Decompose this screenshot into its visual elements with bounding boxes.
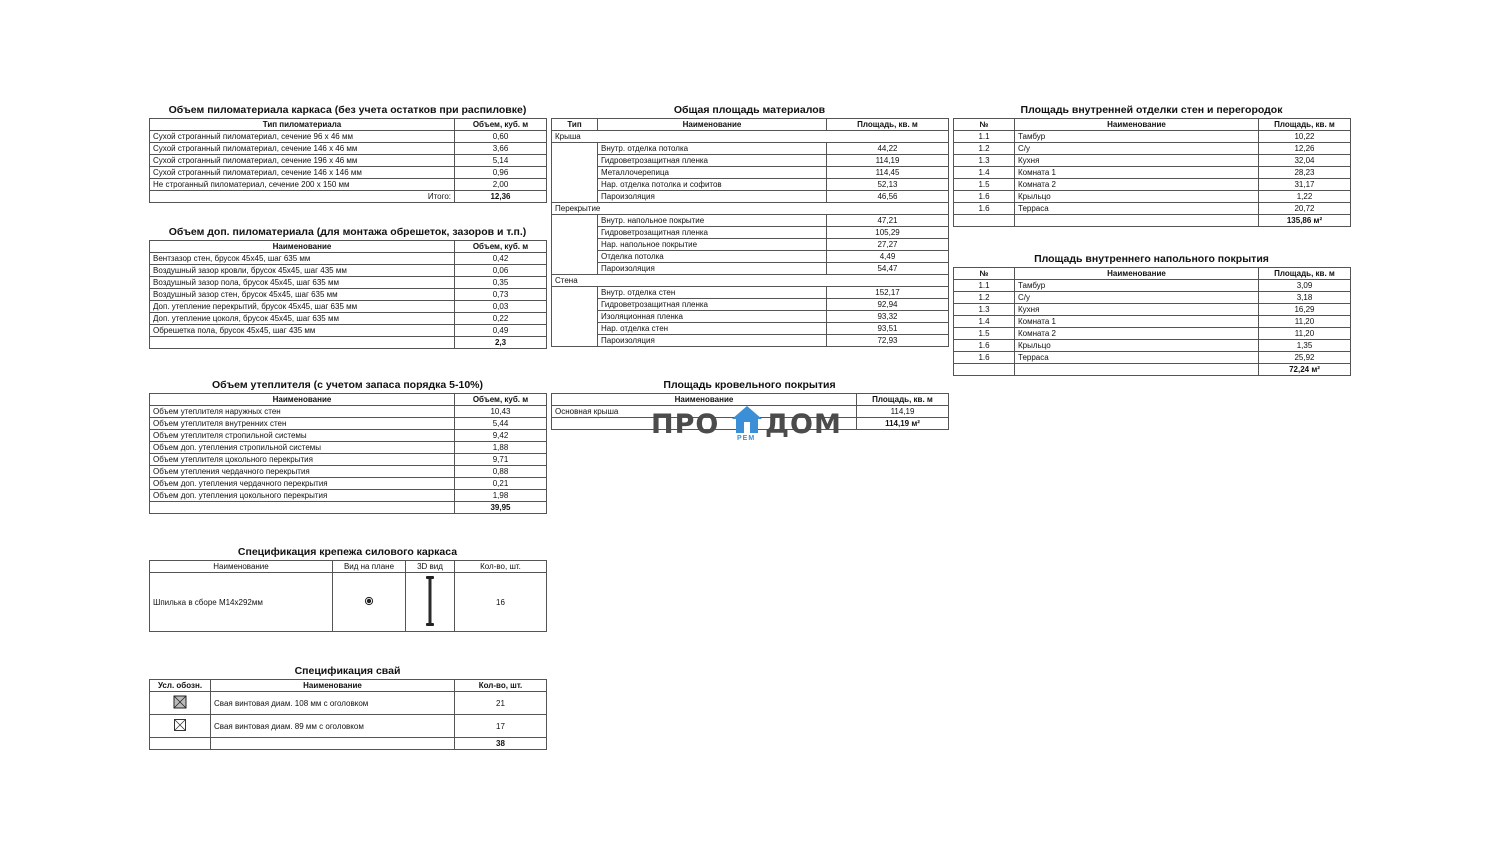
floors-section	[953, 253, 1350, 376]
insulation-table	[149, 393, 547, 514]
column-header: 3D вид	[406, 561, 455, 573]
table-row	[954, 167, 1351, 179]
table-row	[150, 573, 547, 632]
row-number: 1.6	[954, 340, 1015, 352]
table-row	[150, 715, 547, 738]
row-name: Свая винтовая диам. 108 мм с оголовком	[211, 692, 455, 715]
total-label	[150, 337, 455, 349]
row-name: Комната 1	[1015, 316, 1259, 328]
insulation-section	[149, 379, 546, 514]
materials-section	[551, 104, 948, 347]
row-name: Терраса	[1015, 203, 1259, 215]
table-row	[150, 277, 547, 289]
column-header: №	[954, 119, 1015, 131]
row-name: Пароизоляция	[598, 263, 827, 275]
row-value: 44,22	[827, 143, 949, 155]
table-row	[150, 179, 547, 191]
row-number: 1.4	[954, 316, 1015, 328]
column-header: Наименование	[1015, 268, 1259, 280]
row-qty: 17	[455, 715, 547, 738]
table-row	[552, 179, 949, 191]
row-value: 0,35	[455, 277, 547, 289]
row-value: 0,22	[455, 313, 547, 325]
total-label	[1015, 364, 1259, 376]
row-value: 3,66	[455, 143, 547, 155]
table-row	[150, 430, 547, 442]
row-value: 46,56	[827, 191, 949, 203]
row-value: 0,73	[455, 289, 547, 301]
table-row	[954, 131, 1351, 143]
total-value: 2,3	[455, 337, 547, 349]
group-row	[552, 275, 949, 287]
floors-title: Площадь внутреннего напольного покрытия	[1034, 253, 1269, 265]
table-row	[150, 167, 547, 179]
floors-table	[953, 267, 1351, 376]
total-label	[211, 738, 455, 750]
row-value: 114,45	[827, 167, 949, 179]
piles-section	[149, 665, 546, 750]
total-label: Итого:	[150, 191, 455, 203]
row-value: 0,60	[455, 131, 547, 143]
group-type: Крыша	[552, 131, 827, 143]
table-header-row	[150, 241, 547, 253]
total-label	[150, 502, 455, 514]
row-name: Комната 2	[1015, 179, 1259, 191]
lumber-section	[149, 104, 546, 203]
row-value: 105,29	[827, 227, 949, 239]
total-label	[954, 364, 1015, 376]
row-value: 114,19	[857, 406, 949, 418]
row-value: 32,04	[1259, 155, 1351, 167]
table-row	[954, 179, 1351, 191]
row-value: 10,43	[455, 406, 547, 418]
table-row	[150, 289, 547, 301]
row-name: Шпилька в сборе М14х292мм	[150, 573, 333, 632]
row-name: Доп. утепление перекрытий, брусок 45х45, шаг 635 мм	[150, 301, 455, 313]
group-row	[552, 203, 949, 215]
column-header: Кол-во, шт.	[455, 680, 547, 692]
row-name: С/у	[1015, 143, 1259, 155]
total-value: 38	[455, 738, 547, 750]
row-name: С/у	[1015, 292, 1259, 304]
row-value: 54,47	[827, 263, 949, 275]
table-row	[552, 323, 949, 335]
dot-icon	[333, 573, 406, 632]
row-name: Не строганный пиломатериал, сечение 200 х 150 мм	[150, 179, 455, 191]
row-name: Объем доп. утепления цокольного перекрытия	[150, 490, 455, 502]
group-cell	[552, 287, 598, 347]
extra-lumber-title: Объем доп. пиломатериала (для монтажа обрешеток, зазоров и т.п.)	[168, 226, 527, 238]
fasteners-table	[149, 560, 547, 632]
extra-lumber-section	[149, 226, 546, 349]
row-number: 1.1	[954, 131, 1015, 143]
table-row	[954, 328, 1351, 340]
row-name: Изоляционная пленка	[598, 311, 827, 323]
fasteners-section	[149, 546, 546, 632]
row-name: Объем доп. утепления стропильной системы	[150, 442, 455, 454]
row-name: Кухня	[1015, 304, 1259, 316]
total-row	[150, 337, 547, 349]
row-value: 25,92	[1259, 352, 1351, 364]
total-row	[150, 191, 547, 203]
table-row	[552, 239, 949, 251]
row-name: Гидроветрозащитная пленка	[598, 155, 827, 167]
group-type: Стена	[552, 275, 827, 287]
extra-lumber-table	[149, 240, 547, 349]
row-value: 5,44	[455, 418, 547, 430]
row-value: 27,27	[827, 239, 949, 251]
column-header: Усл. обозн.	[150, 680, 211, 692]
table-row	[150, 155, 547, 167]
walls-section	[953, 104, 1350, 227]
table-row	[954, 292, 1351, 304]
materials-table	[551, 118, 949, 347]
row-name: Нар. отделка потолка и софитов	[598, 179, 827, 191]
table-header-row	[150, 561, 547, 573]
group-spacer	[827, 275, 949, 287]
total-value: 135,86 м²	[1259, 215, 1351, 227]
row-name: Свая винтовая диам. 89 мм с оголовком	[211, 715, 455, 738]
table-row	[552, 155, 949, 167]
logo-text-right: ДОМ	[765, 409, 842, 440]
table-row	[954, 340, 1351, 352]
table-row	[150, 253, 547, 265]
row-value: 0,96	[455, 167, 547, 179]
row-value: 0,49	[455, 325, 547, 337]
walls-table	[953, 118, 1351, 227]
row-value: 92,94	[827, 299, 949, 311]
table-header-row	[150, 680, 547, 692]
group-type: Перекрытие	[552, 203, 827, 215]
row-value: 28,23	[1259, 167, 1351, 179]
column-header: Наименование	[598, 119, 827, 131]
row-value: 1,98	[455, 490, 547, 502]
column-header: Наименование	[150, 394, 455, 406]
table-header-row	[954, 119, 1351, 131]
table-row	[150, 442, 547, 454]
row-name: Внутр. отделка стен	[598, 287, 827, 299]
table-row	[150, 301, 547, 313]
row-number: 1.3	[954, 304, 1015, 316]
table-row	[150, 418, 547, 430]
table-row	[150, 313, 547, 325]
table-row	[954, 316, 1351, 328]
row-name: Внутр. напольное покрытие	[598, 215, 827, 227]
total-label	[1015, 215, 1259, 227]
row-name: Пароизоляция	[598, 335, 827, 347]
piles-table	[149, 679, 547, 750]
row-value: 0,21	[455, 478, 547, 490]
logo	[651, 405, 851, 447]
row-value: 2,00	[455, 179, 547, 191]
row-name: Сухой строганный пиломатериал, сечение 146 х 146 мм	[150, 167, 455, 179]
row-number: 1.6	[954, 352, 1015, 364]
row-name: Комната 1	[1015, 167, 1259, 179]
row-value: 16,29	[1259, 304, 1351, 316]
column-header: Наименование	[1015, 119, 1259, 131]
total-value: 72,24 м²	[1259, 364, 1351, 376]
row-name: Сухой строганный пиломатериал, сечение 96 х 46 мм	[150, 131, 455, 143]
group-cell	[552, 215, 598, 275]
row-name: Нар. отделка стен	[598, 323, 827, 335]
row-value: 5,14	[455, 155, 547, 167]
row-number: 1.2	[954, 292, 1015, 304]
column-header: Вид на плане	[333, 561, 406, 573]
table-header-row	[954, 268, 1351, 280]
table-row	[150, 490, 547, 502]
column-header: Площадь, кв. м	[1259, 268, 1351, 280]
row-name: Металлочерепица	[598, 167, 827, 179]
pile-108-icon	[150, 692, 211, 715]
row-value: 10,22	[1259, 131, 1351, 143]
column-header: Тип пиломатериала	[150, 119, 455, 131]
column-header: Тип	[552, 119, 598, 131]
row-name: Объем утеплителя наружных стен	[150, 406, 455, 418]
total-row	[954, 364, 1351, 376]
table-row	[954, 203, 1351, 215]
column-header: Объем, куб. м	[455, 241, 547, 253]
row-name: Внутр. отделка потолка	[598, 143, 827, 155]
roofing-title: Площадь кровельного покрытия	[663, 379, 836, 391]
row-name: Воздушный зазор стен, брусок 45х45, шаг 635 мм	[150, 289, 455, 301]
table-row	[552, 227, 949, 239]
row-number: 1.1	[954, 280, 1015, 292]
row-value: 1,35	[1259, 340, 1351, 352]
row-name: Пароизоляция	[598, 191, 827, 203]
house-icon	[731, 405, 763, 435]
total-value: 12,36	[455, 191, 547, 203]
group-spacer	[827, 203, 949, 215]
row-name: Доп. утепление цоколя, брусок 45х45, шаг 635 мм	[150, 313, 455, 325]
row-number: 1.2	[954, 143, 1015, 155]
column-header: Кол-во, шт.	[455, 561, 547, 573]
table-header-row	[150, 394, 547, 406]
table-row	[150, 454, 547, 466]
row-name: Крыльцо	[1015, 340, 1259, 352]
row-name: Крыльцо	[1015, 191, 1259, 203]
row-name: Терраса	[1015, 352, 1259, 364]
row-value: 12,26	[1259, 143, 1351, 155]
piles-title: Спецификация свай	[294, 665, 401, 677]
total-value: 39,95	[455, 502, 547, 514]
logo-subtext: РЕМ	[737, 435, 756, 442]
column-header: Наименование	[211, 680, 455, 692]
table-row	[954, 143, 1351, 155]
row-name: Вентзазор стен, брусок 45х45, шаг 635 мм	[150, 253, 455, 265]
table-row	[552, 299, 949, 311]
row-name: Объем утепления чердачного перекрытия	[150, 466, 455, 478]
group-cell	[552, 143, 598, 203]
column-header: №	[954, 268, 1015, 280]
row-value: 114,19	[827, 155, 949, 167]
row-value: 20,72	[1259, 203, 1351, 215]
table-row	[552, 143, 949, 155]
table-row	[150, 143, 547, 155]
row-number: 1.4	[954, 167, 1015, 179]
row-value: 152,17	[827, 287, 949, 299]
row-number: 1.6	[954, 191, 1015, 203]
row-name: Нар. напольное покрытие	[598, 239, 827, 251]
total-row	[954, 215, 1351, 227]
column-header: Объем, куб. м	[455, 394, 547, 406]
row-name: Отделка потолка	[598, 251, 827, 263]
row-name: Основная крыша	[552, 406, 857, 418]
group-spacer	[827, 131, 949, 143]
insulation-title: Объем утеплителя (с учетом запаса порядка 5-10%)	[211, 379, 484, 391]
table-row	[954, 155, 1351, 167]
row-value: 4,49	[827, 251, 949, 263]
pile-89-icon	[150, 715, 211, 738]
row-value: 1,88	[455, 442, 547, 454]
row-qty: 16	[455, 573, 547, 632]
logo-text-left: ПРО	[651, 409, 720, 440]
table-row	[150, 131, 547, 143]
row-value: 9,71	[455, 454, 547, 466]
row-number: 1.5	[954, 179, 1015, 191]
table-row	[552, 215, 949, 227]
row-value: 0,88	[455, 466, 547, 478]
materials-title: Общая площадь материалов	[673, 104, 826, 116]
row-name: Обрешетка пола, брусок 45х45, шаг 435 мм	[150, 325, 455, 337]
table-row	[552, 335, 949, 347]
row-name: Сухой строганный пиломатериал, сечение 146 х 46 мм	[150, 143, 455, 155]
row-value: 3,09	[1259, 280, 1351, 292]
table-row	[954, 280, 1351, 292]
row-value: 9,42	[455, 430, 547, 442]
lumber-table	[149, 118, 547, 203]
walls-title: Площадь внутренней отделки стен и перегородок	[1020, 104, 1283, 116]
row-name: Объем утеплителя внутренних стен	[150, 418, 455, 430]
total-row	[150, 738, 547, 750]
table-header-row	[150, 119, 547, 131]
row-name: Гидроветрозащитная пленка	[598, 227, 827, 239]
row-number: 1.3	[954, 155, 1015, 167]
row-value: 3,18	[1259, 292, 1351, 304]
row-value: 0,03	[455, 301, 547, 313]
table-row	[150, 265, 547, 277]
total-label	[150, 738, 211, 750]
row-name: Объем утеплителя стропильной системы	[150, 430, 455, 442]
row-value: 0,06	[455, 265, 547, 277]
column-header: Объем, куб. м	[455, 119, 547, 131]
table-row	[150, 406, 547, 418]
row-qty: 21	[455, 692, 547, 715]
row-value: 1,22	[1259, 191, 1351, 203]
row-name: Сухой строганный пиломатериал, сечение 196 х 46 мм	[150, 155, 455, 167]
row-name: Комната 2	[1015, 328, 1259, 340]
row-name: Тамбур	[1015, 131, 1259, 143]
table-row	[150, 692, 547, 715]
column-header: Наименование	[552, 394, 857, 406]
row-value: 93,51	[827, 323, 949, 335]
row-value: 47,21	[827, 215, 949, 227]
fasteners-title: Спецификация крепежа силового каркаса	[237, 546, 458, 558]
stud-icon	[406, 573, 455, 632]
column-header: Площадь, кв. м	[857, 394, 949, 406]
row-value: 0,42	[455, 253, 547, 265]
column-header: Наименование	[150, 241, 455, 253]
column-header: Площадь, кв. м	[827, 119, 949, 131]
row-name: Гидроветрозащитная пленка	[598, 299, 827, 311]
lumber-title: Объем пиломатериала каркаса (без учета остатков при распиловке)	[168, 104, 527, 116]
row-value: 72,93	[827, 335, 949, 347]
row-name: Воздушный зазор кровли, брусок 45х45, шаг 435 мм	[150, 265, 455, 277]
table-row	[552, 191, 949, 203]
table-row	[150, 478, 547, 490]
total-value: 114,19 м²	[857, 418, 949, 430]
row-number: 1.6	[954, 203, 1015, 215]
table-header-row	[552, 394, 949, 406]
row-name: Воздушный зазор пола, брусок 45х45, шаг 635 мм	[150, 277, 455, 289]
row-value: 52,13	[827, 179, 949, 191]
row-value: 11,20	[1259, 328, 1351, 340]
row-name: Объем доп. утепления чердачного перекрытия	[150, 478, 455, 490]
table-row	[552, 167, 949, 179]
row-number: 1.5	[954, 328, 1015, 340]
table-row	[150, 466, 547, 478]
table-row	[552, 263, 949, 275]
total-label	[954, 215, 1015, 227]
table-header-row	[552, 119, 949, 131]
column-header: Наименование	[150, 561, 333, 573]
column-header: Площадь, кв. м	[1259, 119, 1351, 131]
table-row	[954, 352, 1351, 364]
table-row	[552, 287, 949, 299]
group-row	[552, 131, 949, 143]
row-value: 93,32	[827, 311, 949, 323]
row-name: Кухня	[1015, 155, 1259, 167]
row-value: 31,17	[1259, 179, 1351, 191]
table-row	[552, 311, 949, 323]
table-row	[954, 191, 1351, 203]
row-name: Объем утеплителя цокольного перекрытия	[150, 454, 455, 466]
table-row	[150, 325, 547, 337]
row-value: 11,20	[1259, 316, 1351, 328]
total-row	[150, 502, 547, 514]
table-row	[552, 251, 949, 263]
table-row	[954, 304, 1351, 316]
row-name: Тамбур	[1015, 280, 1259, 292]
